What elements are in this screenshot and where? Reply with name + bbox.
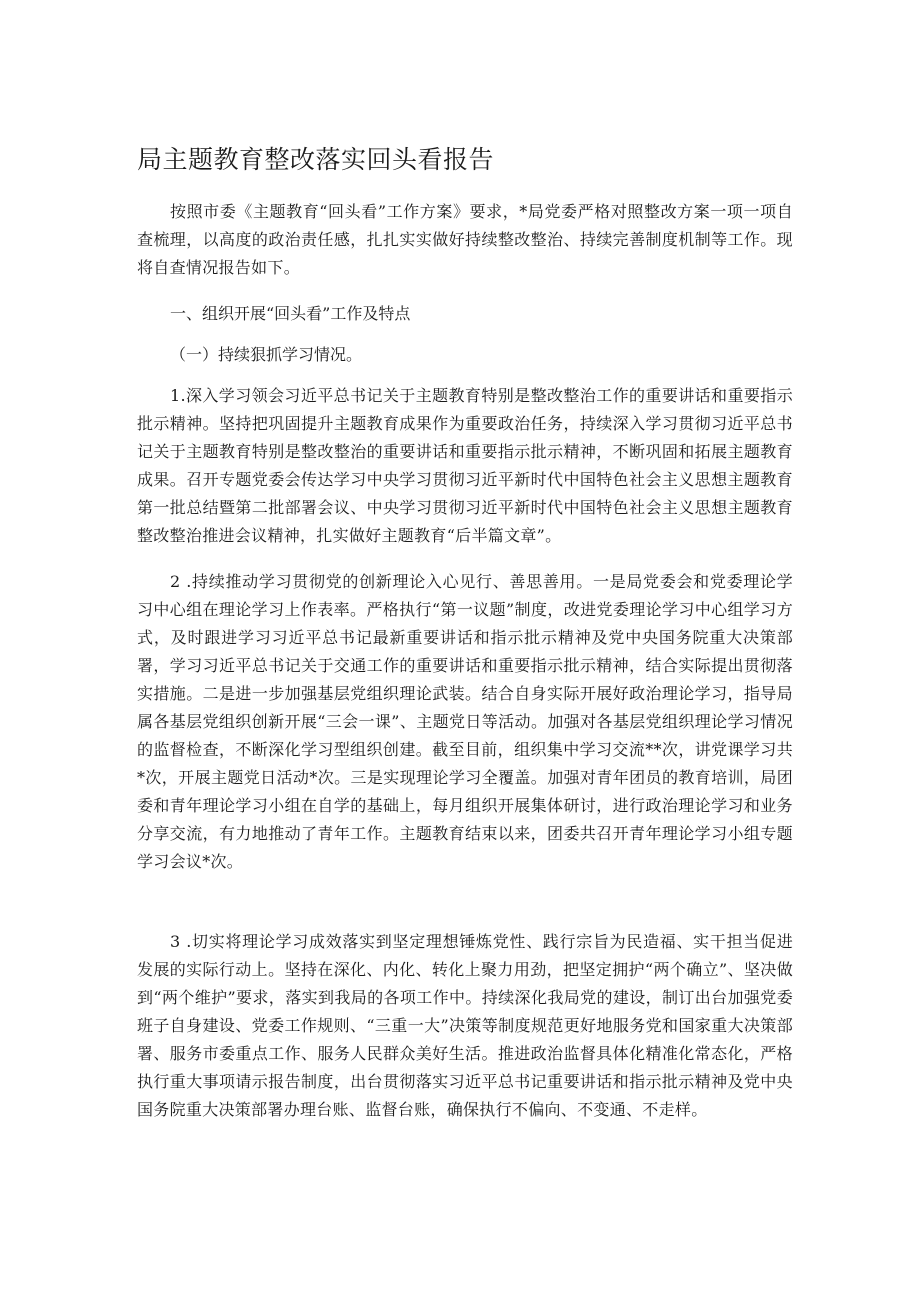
intro-paragraph: 按照市委《主题教育“回头看”工作方案》要求，*局党委严格对照整改方案一项一项自查梳理，以高度的政治责任感，扎扎实实做好持续整改整治、持续完善制度机制等工作。现将自查情况报告如下。 [137, 202, 793, 277]
item-1-paragraph: 1.深入学习领会习近平总书记关于主题教育特别是整改整治工作的重要讲话和重要指示批示精神。坚持把巩固提升主题教育成果作为重要政治任务，持续深入学习贯彻习近平总书记关于主题教育特别是整改整治的重要讲话和重要指示批示精神，不断巩固和拓展主题教育成果。召开专题党委会传达学习中央学习贯彻习近平新时代中国特色社会主义思想主题教育第一批总结暨第二批部署会议、中央学习贯彻习近平新时代中国特色社会主义思想主题教育整改整治推进会议精神，扎实做好主题教育“后半篇文章”。 [137, 386, 793, 545]
document-title: 局主题教育整改落实回头看报告 [137, 145, 495, 174]
item-3-paragraph: 3 .切实将理论学习成效落实到坚定理想锤炼党性、践行宗旨为民造福、实干担当促进发展的实际行动上。坚持在深化、内化、转化上聚力用劲，把坚定拥护“两个确立”、坚决做到“两个维护”要求，落实到我局的各项工作中。持续深化我局党的建设，制订出台加强党委班子自身建设、党委工作规则、“三重一大”决策等制度规范更好地服务党和国家重大决策部署、服务市委重点工作、服务人民群众美好生活。推进政治监督具体化精准化常态化，严格执行重大事项请示报告制度，出台贯彻落实习近平总书记重要讲话和指示批示精神及党中央国务院重大决策部署办理台账、监督台账，确保执行不偏向、不变通、不走样。 [137, 932, 793, 1119]
item-2-paragraph: 2 .持续推动学习贯彻党的创新理论入心见行、善思善用。一是局党委会和党委理论学习中心组在理论学习上作表率。严格执行“第一议题”制度，改进党委理论学习中心组学习方式，及时跟进学习习近平总书记最新重要讲话和指示批示精神及党中央国务院重大决策部署，学习习近平总书记关于交通工作的重要讲话和重要指示批示精神，结合实际提出贯彻落实措施。二是进一步加强基层党组织理论武装。结合自身实际开展好政治理论学习，指导局属各基层党组织创新开展“三会一课”、主题党日等活动。加强对各基层党组织理论学习情况的监督检查，不断深化学习型组织创建。截至目前，组织集中学习交流**次，讲党课学习共*次，开展主题党日活动*次。三是实现理论学习全覆盖。加强对青年团员的教育培训，局团委和青年理论学习小组在自学的基础上，每月组织开展集体研讨，进行政治理论学习和业务分享交流，有力地推动了青年工作。主题教育结束以来，团委共召开青年理论学习小组专题学习会议*次。 [137, 572, 793, 871]
subsection-heading: （一）持续狠抓学习情况。 [170, 345, 363, 364]
section-heading: 一、组织开展“回头看”工作及特点 [170, 304, 411, 323]
